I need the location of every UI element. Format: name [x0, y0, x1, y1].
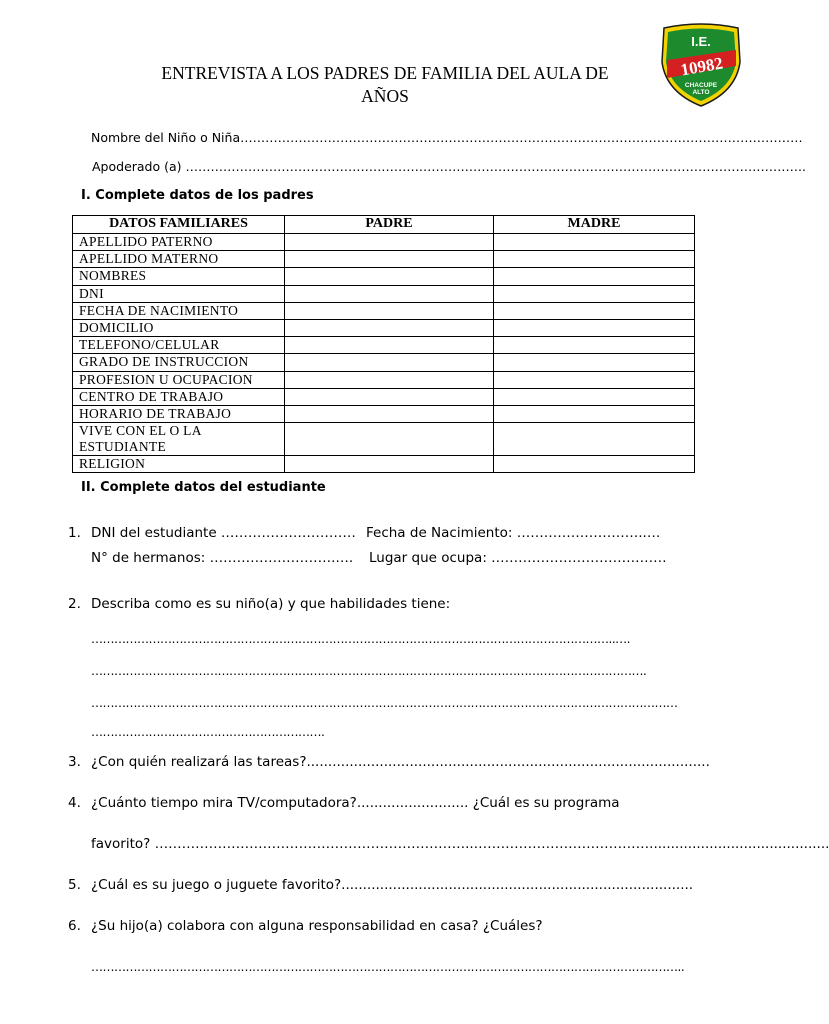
page-title [60, 62, 710, 108]
table-row [73, 337, 695, 354]
father-cell[interactable] [285, 456, 494, 473]
header-padre: PADRE [285, 216, 494, 234]
row-label: RELIGION [73, 456, 285, 473]
row-label: DOMICILIO [73, 319, 285, 336]
question-2-text: Describa como es su niño(a) y que habilidades tiene: [91, 596, 451, 612]
table-header-row [73, 216, 695, 234]
mother-cell[interactable] [494, 354, 695, 371]
row-label: TELEFONO/CELULAR [73, 337, 285, 354]
mother-cell[interactable] [494, 319, 695, 336]
question-5-text[interactable]: ¿Cuál es su juego o juguete favorito?.................................................................................. [91, 877, 694, 893]
siblings-count-field[interactable]: N° de hermanos: ……………………….…. [91, 550, 354, 566]
header-madre: MADRE [494, 216, 695, 234]
table-row [73, 405, 695, 422]
question-2-number: 2. [68, 596, 81, 612]
child-name-field[interactable]: Nombre del Niño o Niña……………………………………………………………………………………………………………………… [91, 130, 803, 145]
mother-cell[interactable] [494, 337, 695, 354]
page-title-line-1: ENTREVISTA A LOS PADRES DE FAMILIA DEL AULA DE [161, 63, 609, 83]
question-6-text: ¿Su hijo(a) colabora con alguna responsabilidad en casa? ¿Cuáles? [91, 918, 543, 934]
father-cell[interactable] [285, 268, 494, 285]
father-cell[interactable] [285, 302, 494, 319]
father-cell[interactable] [285, 423, 494, 456]
header-datos-familiares: DATOS FAMILIARES [73, 216, 285, 234]
row-label: FECHA DE NACIMIENTO [73, 302, 285, 319]
answer-2-line-2[interactable]: ………………………………………………………………………………………………………………………………. [91, 664, 647, 678]
family-data-table [72, 215, 695, 473]
table-row [73, 234, 695, 251]
mother-cell[interactable] [494, 456, 695, 473]
student-birthdate-field[interactable]: Fecha de Nacimiento: ………………………..… [366, 525, 661, 541]
mother-cell[interactable] [494, 285, 695, 302]
father-cell[interactable] [285, 371, 494, 388]
father-cell[interactable] [285, 234, 494, 251]
mother-cell[interactable] [494, 234, 695, 251]
question-1-number: 1. [68, 525, 81, 541]
mother-cell[interactable] [494, 405, 695, 422]
father-cell[interactable] [285, 319, 494, 336]
row-label: PROFESION U OCUPACION [73, 371, 285, 388]
father-cell[interactable] [285, 354, 494, 371]
table-row [73, 423, 695, 456]
mother-cell[interactable] [494, 302, 695, 319]
father-cell[interactable] [285, 337, 494, 354]
row-label: APELLIDO PATERNO [73, 234, 285, 251]
answer-2-line-1[interactable]: ………………………………………………………………………………………………………………………..…. [91, 632, 630, 646]
row-label: DNI [73, 285, 285, 302]
table-row [73, 285, 695, 302]
mother-cell[interactable] [494, 371, 695, 388]
answer-2-line-4[interactable]: ……………………………………………………. [91, 725, 325, 739]
table-row [73, 319, 695, 336]
page-title-line-2: AÑOS [361, 86, 409, 106]
question-4-text-line-2[interactable]: favorito? ……………………………………………………………..………………………………….......................................... [91, 836, 829, 852]
table-row [73, 268, 695, 285]
father-cell[interactable] [285, 285, 494, 302]
row-label: CENTRO DE TRABAJO [73, 388, 285, 405]
row-label: VIVE CON EL O LA ESTUDIANTE [73, 423, 285, 456]
mother-cell[interactable] [494, 251, 695, 268]
row-label: NOMBRES [73, 268, 285, 285]
mother-cell[interactable] [494, 423, 695, 456]
father-cell[interactable] [285, 405, 494, 422]
student-dni-field[interactable]: DNI del estudiante ………………………… [91, 525, 356, 541]
table-row [73, 371, 695, 388]
guardian-field[interactable]: Apoderado (a) ………………………………………………………………………………………………………………………………….. [92, 159, 806, 174]
sibling-position-field[interactable]: Lugar que ocupa: ………………………………… [369, 550, 667, 566]
logo-bottom-text-2: ALTO [692, 89, 710, 96]
table-row [73, 388, 695, 405]
question-3-text[interactable]: ¿Con quién realizará las tareas?.............................................................................................. [91, 754, 710, 770]
answer-2-line-3[interactable]: ……………………………………………………………………………………………………………………………………… [91, 696, 678, 710]
table-row [73, 354, 695, 371]
row-label: GRADO DE INSTRUCCION [73, 354, 285, 371]
logo-bottom-text-1: CHACUPE [684, 82, 718, 89]
question-4-number: 4. [68, 795, 81, 811]
question-3-number: 3. [68, 754, 81, 770]
father-cell[interactable] [285, 388, 494, 405]
logo-ie-text: I.E. [691, 34, 711, 49]
answer-6-line-1[interactable]: ……………………………………………………………………………………………………………………………………….. [91, 960, 685, 974]
question-6-number: 6. [68, 918, 81, 934]
logo-number-text: 10982 [679, 53, 725, 80]
question-5-number: 5. [68, 877, 81, 893]
father-cell[interactable] [285, 251, 494, 268]
mother-cell[interactable] [494, 388, 695, 405]
section-2-title: II. Complete datos del estudiante [81, 480, 326, 495]
table-row [73, 456, 695, 473]
section-1-title: I. Complete datos de los padres [81, 188, 314, 203]
question-4-text[interactable]: ¿Cuánto tiempo mira TV/computadora?.......................... ¿Cuál es su programa [91, 795, 620, 811]
table-row [73, 251, 695, 268]
table-row [73, 302, 695, 319]
mother-cell[interactable] [494, 268, 695, 285]
row-label: HORARIO DE TRABAJO [73, 405, 285, 422]
row-label: APELLIDO MATERNO [73, 251, 285, 268]
